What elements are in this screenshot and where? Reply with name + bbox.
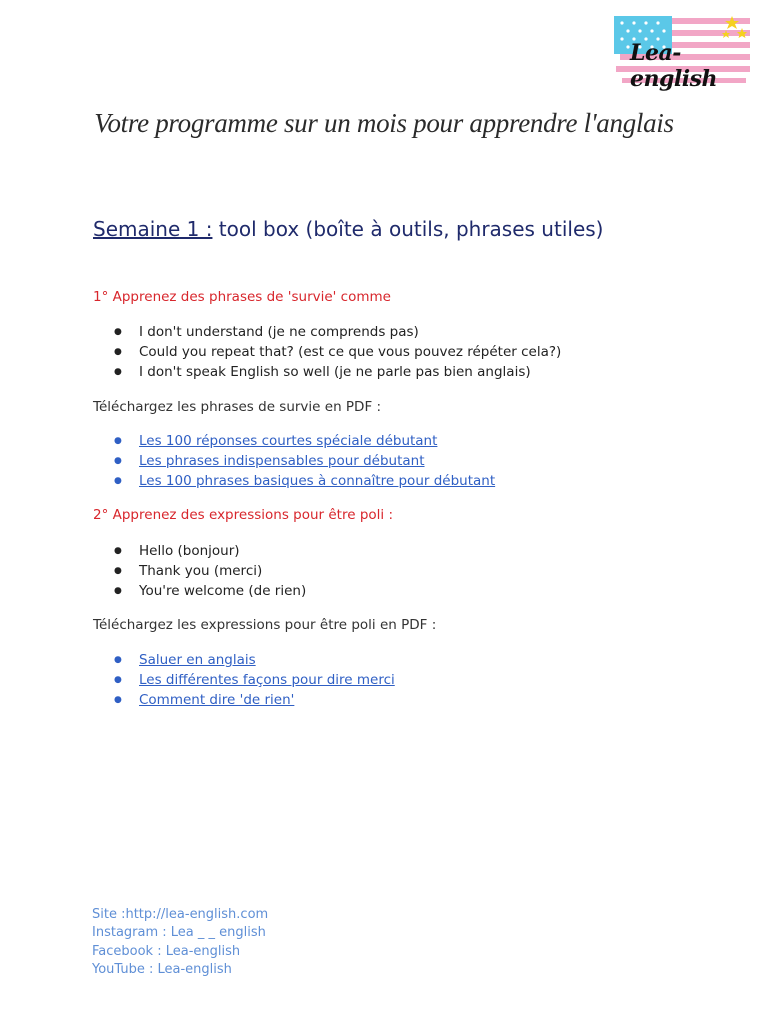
- section-1-heading: 1° Apprenez des phrases de 'survie' comme: [93, 289, 391, 305]
- footer-youtube: YouTube : Lea-english: [92, 961, 232, 977]
- list-item: [112, 451, 495, 471]
- link-100-phrases-basiques[interactable]: Les 100 phrases basiques à connaître pour débutant: [139, 473, 496, 489]
- survival-phrases-list: [112, 322, 561, 382]
- link-comment-dire-de-rien[interactable]: Comment dire 'de rien': [139, 692, 295, 708]
- week-1-subtitle: tool box (boîte à outils, phrases utiles): [212, 217, 604, 241]
- list-item: [112, 650, 395, 670]
- list-item: [112, 690, 395, 710]
- footer-instagram: Instagram : Lea _ _ english: [92, 925, 266, 941]
- link-phrases-indispensables[interactable]: Les phrases indispensables pour débutant: [139, 453, 425, 469]
- footer-site: Site :http://lea-english.com: [92, 907, 269, 922]
- list-item: ● Hello (bonjour): [112, 541, 306, 561]
- list-item: ● You're welcome (de rien): [112, 581, 306, 601]
- link-100-reponses-courtes[interactable]: Les 100 réponses courtes spéciale débutant: [139, 433, 438, 449]
- list-item: ● I don't speak English so well (je ne parle pas bien anglais): [112, 362, 561, 382]
- section-2-heading: 2° Apprenez des expressions pour être poli :: [93, 507, 393, 523]
- list-item: ● Could you repeat that? (est ce que vous pouvez répéter cela?): [112, 342, 561, 362]
- logo-text: Lea-english: [630, 40, 717, 92]
- link-facons-dire-merci[interactable]: Les différentes façons pour dire merci: [139, 672, 395, 688]
- polite-pdf-links: [112, 650, 395, 710]
- footer-facebook: Facebook : Lea-english: [92, 943, 241, 959]
- lea-english-logo: [614, 14, 752, 92]
- list-item: [112, 431, 495, 451]
- footer-contacts: [92, 906, 268, 979]
- week-1-label: Semaine 1 :: [93, 217, 213, 241]
- list-item: ● Thank you (merci): [112, 561, 306, 581]
- list-item: ● I don't understand (je ne comprends pas): [112, 322, 561, 342]
- page-title: Votre programme sur un mois pour apprendre l'anglais: [94, 108, 674, 138]
- polite-expressions-list: [112, 541, 306, 601]
- week-1-heading: [93, 214, 653, 244]
- survival-pdf-links: [112, 431, 495, 491]
- link-saluer-en-anglais[interactable]: Saluer en anglais: [139, 652, 256, 668]
- section-2-download-text: Téléchargez les expressions pour être poli en PDF :: [93, 617, 437, 633]
- list-item: [112, 471, 495, 491]
- section-1-download-text: Téléchargez les phrases de survie en PDF :: [93, 399, 382, 415]
- list-item: [112, 670, 395, 690]
